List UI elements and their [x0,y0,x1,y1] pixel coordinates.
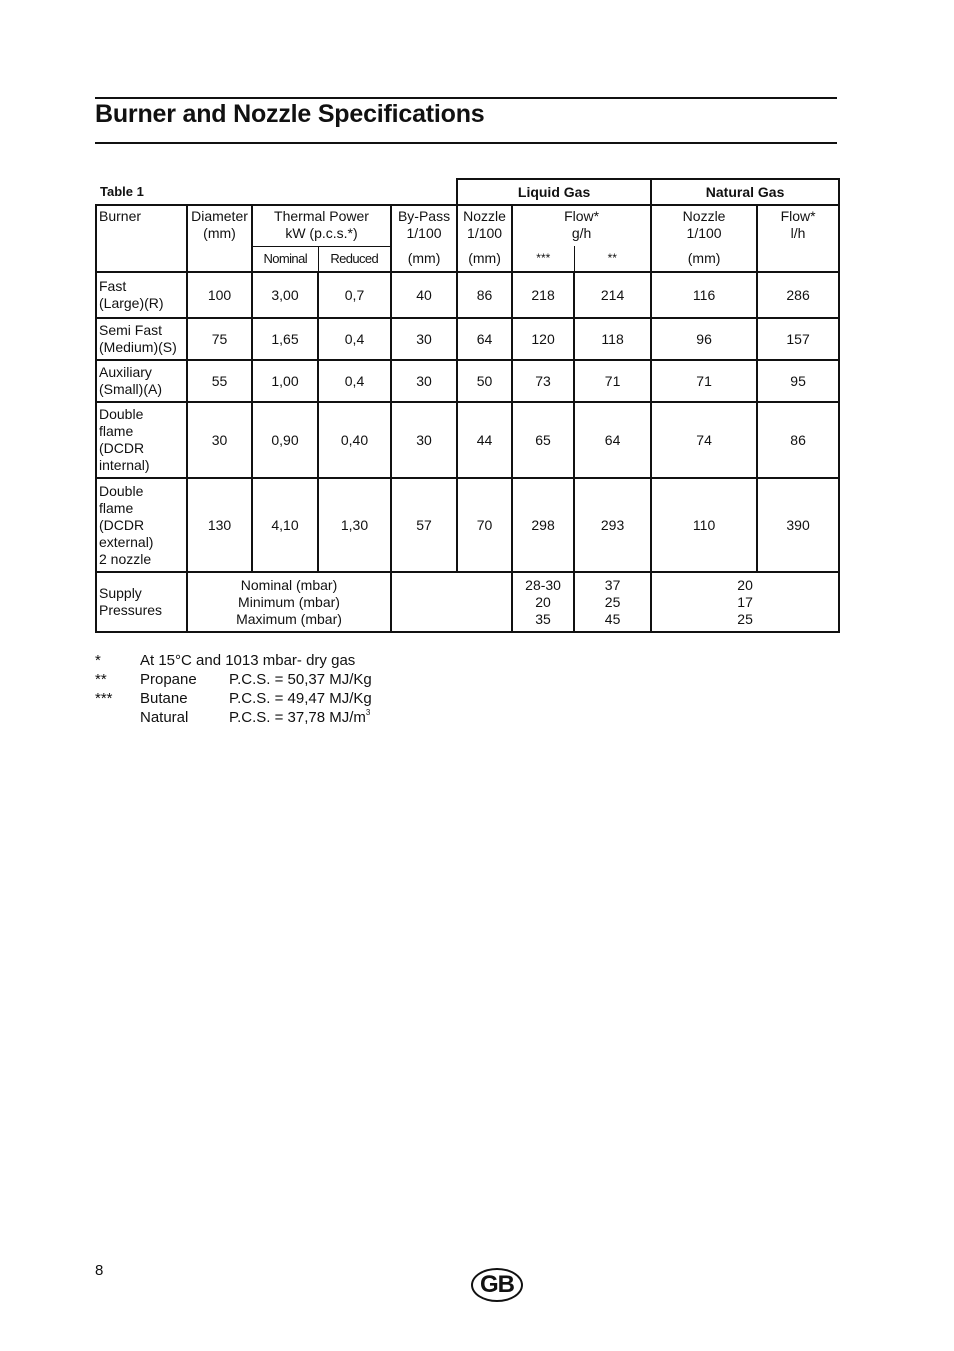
nozzle-natural-cell: 116 [651,272,757,318]
footnote-gas: Butane [140,690,188,707]
reduced-cell: 0,4 [318,318,391,360]
footnote-item [95,651,372,670]
nominal-cell: 1,65 [252,318,318,360]
specifications-table [95,178,840,633]
footnote-value: P.C.S. = 49,47 MJ/Kg [229,690,372,707]
top-rule [95,97,837,99]
liquid-gas-header: Liquid Gas [457,179,651,205]
nominal-cell: 0,90 [252,402,318,478]
nozzle-natural-unit: (mm) [651,246,757,272]
nozzle-liquid-cell: 70 [457,478,512,572]
flow-butane-cell: 218 [512,272,574,318]
supply-pressures-row [96,572,839,632]
footnotes [95,651,372,727]
natural-gas-header: Natural Gas [651,179,839,205]
bypass-header: By-Pass 1/100 [391,205,457,246]
footnote-mark: ** [95,671,107,688]
diameter-cell: 130 [187,478,252,572]
nozzle-natural-header: Nozzle 1/100 [651,205,757,246]
footnote-value: P.C.S. = 50,37 MJ/Kg [229,671,372,688]
diameter-header-spacer [187,246,252,272]
bypass-cell: 30 [391,318,457,360]
footnote-mark: * [95,652,101,669]
diameter-cell: 100 [187,272,252,318]
flow-propane-cell: 71 [574,360,651,402]
reduced-cell: 1,30 [318,478,391,572]
bypass-cell: 30 [391,402,457,478]
flow-natural-cell: 286 [757,272,839,318]
flow-butane-cell: 298 [512,478,574,572]
nozzle-natural-cell: 71 [651,360,757,402]
supply-empty-cell [391,572,512,632]
flow-butane-header: *** [512,246,574,272]
flow-natural-cell: 157 [757,318,839,360]
reduced-cell: 0,7 [318,272,391,318]
nominal-cell: 1,00 [252,360,318,402]
table-row [96,478,839,572]
nominal-cell: 3,00 [252,272,318,318]
nozzle-liquid-cell: 50 [457,360,512,402]
nozzle-natural-cell: 110 [651,478,757,572]
bypass-cell: 40 [391,272,457,318]
bypass-cell: 57 [391,478,457,572]
page-title: Burner and Nozzle Specifications [95,100,485,128]
diameter-cell: 30 [187,402,252,478]
thermal-power-header: Thermal Power kW (p.c.s.*) [252,205,391,246]
table-row [96,272,839,318]
natural-pressures: 20 17 25 [651,572,839,632]
diameter-cell: 55 [187,360,252,402]
diameter-header: Diameter (mm) [187,205,252,246]
supply-label: Supply Pressures [96,572,187,632]
nozzle-liquid-header: Nozzle 1/100 [457,205,512,246]
flow-butane-cell: 65 [512,402,574,478]
nozzle-liquid-cell: 64 [457,318,512,360]
flow-propane-cell: 118 [574,318,651,360]
burner-name: Fast (Large)(R) [96,272,187,318]
table-caption: Table 1 [96,179,457,205]
pressure-levels: Nominal (mbar) Minimum (mbar) Maximum (mbar) [187,572,391,632]
flow-natural-header: Flow* l/h [757,205,839,272]
footnote-item [95,670,372,689]
burner-name: Auxiliary (Small)(A) [96,360,187,402]
nozzle-natural-cell: 96 [651,318,757,360]
flow-butane-cell: 120 [512,318,574,360]
country-badge: GB [471,1268,523,1302]
nozzle-liquid-unit: (mm) [457,246,512,272]
nozzle-liquid-cell: 44 [457,402,512,478]
flow-liquid-header: Flow* g/h [512,205,651,246]
butane-pressures: 28-30 20 35 [512,572,574,632]
bypass-unit: (mm) [391,246,457,272]
burner-header: Burner [96,205,187,272]
flow-propane-cell: 64 [574,402,651,478]
reduced-cell: 0,40 [318,402,391,478]
burner-name: Double flame (DCDR internal) [96,402,187,478]
reduced-header: Reduced [318,246,391,272]
table-row [96,360,839,402]
table-row [96,402,839,478]
burner-name: Double flame (DCDR external) 2 nozzle [96,478,187,572]
page-number: 8 [95,1262,104,1279]
nominal-header: Nominal [252,246,318,272]
nozzle-liquid-cell: 86 [457,272,512,318]
flow-propane-cell: 214 [574,272,651,318]
footnote-item [95,708,372,727]
flow-propane-header: ** [574,246,651,272]
footnote-text: At 15°C and 1013 mbar- dry gas [140,652,356,669]
bypass-cell: 30 [391,360,457,402]
footnote-gas: Propane [140,671,197,688]
footnote-mark: *** [95,690,113,707]
flow-natural-cell: 390 [757,478,839,572]
burner-name: Semi Fast (Medium)(S) [96,318,187,360]
propane-pressures: 37 25 45 [574,572,651,632]
footnote-mark [95,708,140,727]
flow-butane-cell: 73 [512,360,574,402]
footnote-gas: Natural [140,709,189,726]
title-underline [95,142,837,144]
table-row [96,318,839,360]
reduced-cell: 0,4 [318,360,391,402]
footnote-value: P.C.S. = 37,78 $MJ/m^3$ [229,708,371,726]
nominal-cell: 4,10 [252,478,318,572]
nozzle-natural-cell: 74 [651,402,757,478]
diameter-cell: 75 [187,318,252,360]
flow-natural-cell: 95 [757,360,839,402]
flow-propane-cell: 293 [574,478,651,572]
footnote-item [95,689,372,708]
flow-natural-cell: 86 [757,402,839,478]
